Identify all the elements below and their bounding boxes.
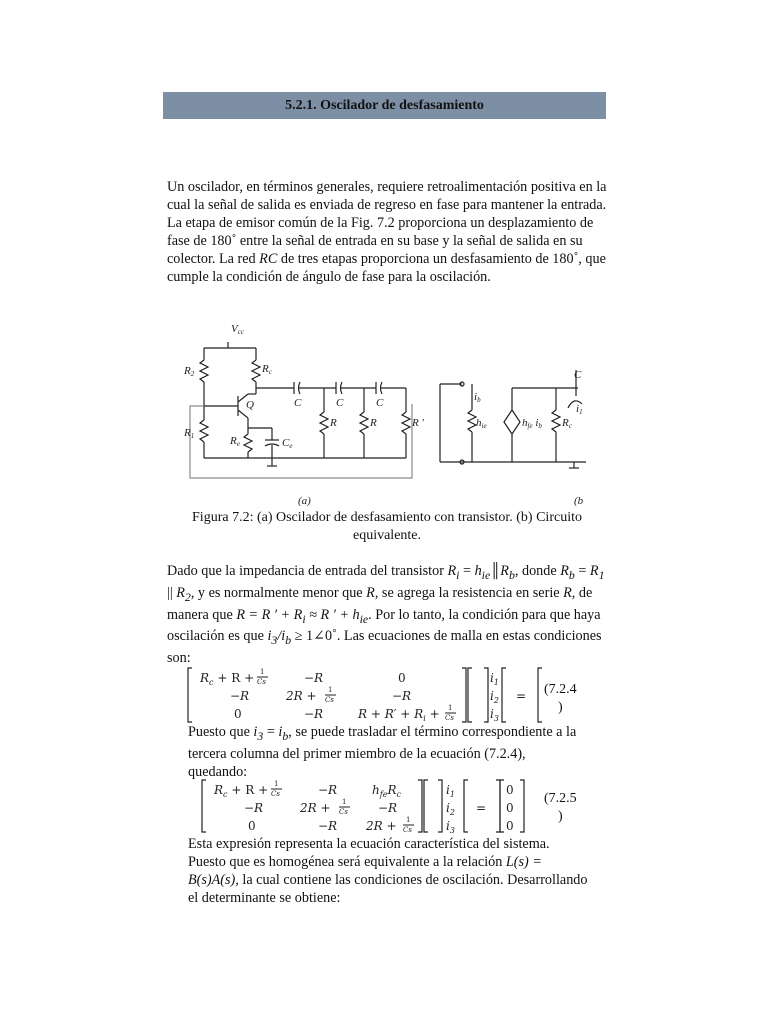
svg-text:(a): (a) — [298, 495, 311, 506]
section-title: 5.2.1. Oscilador de desfasamiento — [285, 97, 484, 113]
svg-text:0: 0 — [506, 819, 514, 833]
svg-text:i2: $i_2$ — [446, 801, 455, 817]
svg-text:0: 0 — [506, 801, 514, 815]
svg-text:Cs: Cs — [271, 790, 280, 798]
equation-number-7-2-5: (7.2.5 ) — [544, 791, 577, 824]
svg-text:1: 1 — [342, 798, 347, 806]
svg-text:0: 0 — [248, 819, 256, 833]
svg-text:hie: hie — [476, 417, 487, 430]
svg-text:Rc + R +: $R_c + R$ + — [214, 783, 269, 799]
svg-text:C: C — [376, 397, 384, 409]
svg-text:C: C — [574, 369, 582, 381]
svg-text:Cs: Cs — [257, 678, 266, 686]
svg-text:2R +: 2R + — [366, 819, 397, 833]
svg-text:2R +: 2R + — [300, 801, 331, 815]
svg-text:Vcc: Vcc — [231, 323, 244, 336]
svg-text:Q: Q — [246, 399, 254, 411]
svg-text:Cs: Cs — [339, 808, 348, 816]
svg-text:0: 0 — [506, 783, 514, 797]
svg-text:−R: −R — [318, 783, 338, 797]
intro-text-2: de tres etapas proporciona un desfasamiento de 180˚, que cumple la condición de ángulo de fase para la oscilación. — [167, 251, 606, 285]
svg-text:=: = — [476, 801, 487, 815]
determinant-paragraph: Esta expresión representa la ecuación característica del sistema. Puesto que es homogénea será equivalente a la relación L(s) = B(s)A(s), la cual contiene las condiciones de oscilación. Desarrollando el determinante se obtiene: — [188, 836, 588, 906]
svg-text:i1: $i_1$ — [490, 671, 499, 687]
svg-text:C: C — [336, 397, 344, 409]
svg-text:R2: R2 — [184, 365, 195, 378]
svg-text:i3: $i_3$ — [446, 819, 455, 834]
section-heading — [163, 92, 606, 119]
equation-7-2-5 — [200, 778, 540, 834]
svg-text:−R: −R — [244, 801, 264, 815]
svg-text:R: R — [370, 417, 377, 429]
impedance-paragraph: Dado que la impedancia de entrada del transistor $R_i$ = $h_{ie}║R_b$, donde $R_b = R_1$ || $R_2$, y es normalmente menor que R, se agrega la resistencia en serie R, de manera que R = R ′ + $R_i \approx R$ ′ + $h_{ie}$. Por lo tanto, la condición para que haya oscilación es que $i_3/i_b$ ≥ 1∠0˚. Las ecuaciones de malla en estas condiciones son: — [167, 563, 605, 667]
svg-text:ib: ib — [474, 391, 481, 404]
svg-text:2R +: 2R + — [286, 689, 317, 703]
svg-text:−R: −R — [304, 671, 324, 685]
intro-text-1: Un oscilador, en términos generales, requiere retroalimentación positiva en la cual la señal de salida es enviada de regreso en fase para mantener la entrada. La etapa de emisor común de la Fig. 7.2 proporciona un desplazamiento de fase de 180˚ entre la señal de entrada en su base y la señal de salida en su colector. La red — [167, 179, 607, 267]
svg-text:hfeRc: $h_{fe}R_c$ — [372, 783, 401, 799]
svg-text:Cs: Cs — [445, 714, 454, 722]
svg-text:Rc: Rc — [262, 363, 272, 376]
intro-rc: RC — [259, 251, 278, 267]
svg-text:R1: R1 — [184, 427, 195, 440]
svg-text:hfe ib: hfe ib — [522, 417, 542, 430]
svg-text:Rc + R +: $R_c + R$ + — [200, 671, 255, 687]
svg-text:R: R — [330, 417, 337, 429]
svg-text:−R: −R — [392, 689, 412, 703]
svg-text:Cs: Cs — [325, 696, 334, 704]
svg-text:(b: (b — [574, 495, 584, 506]
svg-text:i3: $i_3$ — [490, 707, 499, 723]
svg-text:1: 1 — [328, 686, 333, 694]
svg-text:=: = — [516, 689, 527, 703]
figure-caption: Figura 7.2: (a) Oscilador de desfasamiento con transistor. (b) Circuito equivalente. — [192, 510, 582, 543]
svg-text:Ce: Ce — [282, 437, 293, 450]
svg-text:−R: −R — [378, 801, 398, 815]
svg-text:C: C — [294, 397, 302, 409]
svg-text:−R: −R — [318, 819, 338, 833]
substitution-paragraph: Puesto que $i_3 = i_b$, se puede trasladar el término correspondiente a la tercera columna del primer miembro de la ecuación (7.2.4), quedando: — [188, 724, 577, 780]
svg-text:R + R′ + Ri +: $R + R' + R_i$ + — [358, 707, 440, 723]
svg-text:1: 1 — [406, 816, 411, 824]
svg-text:−R: −R — [230, 689, 250, 703]
equation-7-2-4 — [186, 666, 546, 724]
circuit-figure — [176, 316, 586, 506]
svg-text:Cs: Cs — [403, 826, 412, 834]
svg-text:i1: $i_1$ — [446, 783, 455, 799]
svg-text:0: 0 — [234, 707, 242, 721]
svg-text:−R: −R — [304, 707, 324, 721]
equation-number-7-2-4: (7.2.4 ) — [544, 682, 577, 715]
svg-text:1: 1 — [260, 668, 265, 676]
svg-text:1: 1 — [448, 704, 453, 712]
svg-text:i2: $i_2$ — [490, 689, 499, 705]
svg-text:0: 0 — [398, 671, 406, 685]
svg-text:R ′: R ′ — [412, 417, 424, 429]
svg-text:1: 1 — [274, 780, 279, 788]
svg-text:Rc: Rc — [562, 417, 572, 430]
svg-text:i1: i1 — [576, 403, 583, 416]
intro-paragraph — [167, 178, 607, 286]
svg-text:Re: Re — [230, 435, 240, 448]
